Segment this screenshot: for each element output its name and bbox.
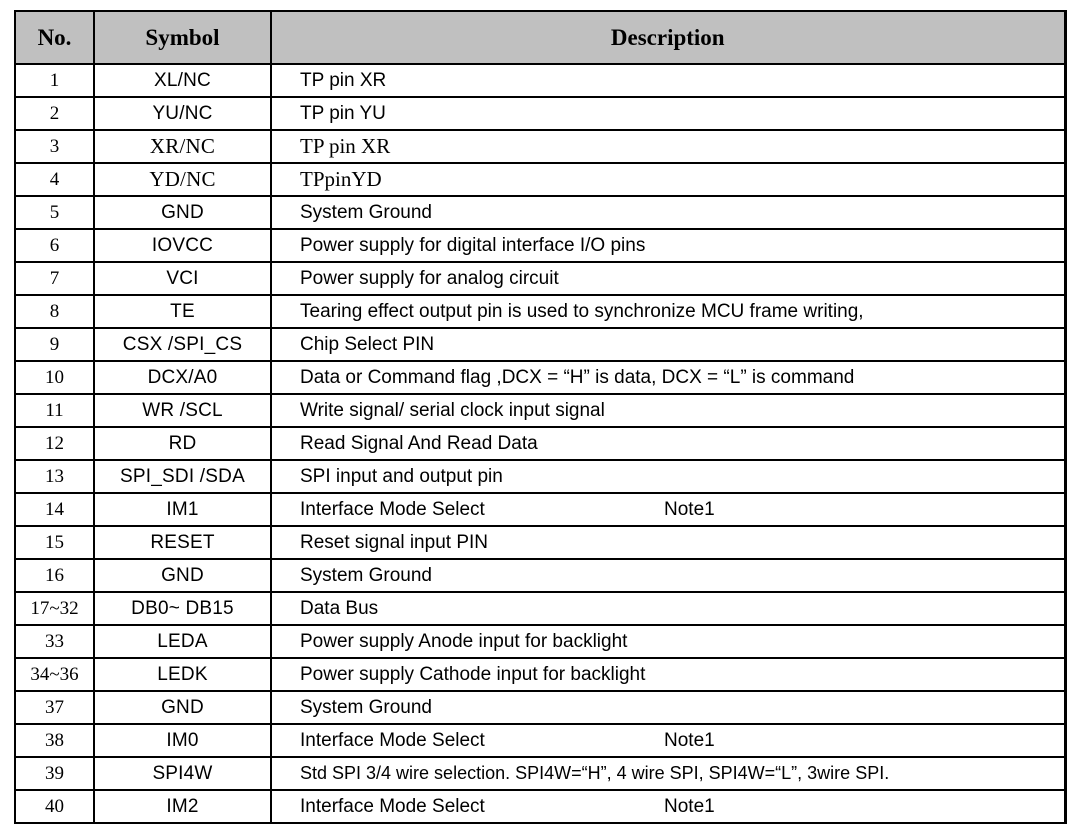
pin-number-cell: 37 — [15, 691, 94, 724]
pin-symbol-cell: LEDK — [94, 658, 271, 691]
pin-symbol-cell: TE — [94, 295, 271, 328]
pin-symbol-cell: IM1 — [94, 493, 271, 526]
description-text: Read Signal And Read Data — [300, 432, 538, 454]
column-header-description: Description — [271, 11, 1065, 64]
table-row — [15, 64, 1065, 97]
pin-description-cell — [271, 130, 1065, 163]
pin-symbol-cell: IM0 — [94, 724, 271, 757]
description-text: Reset signal input PIN — [300, 531, 488, 553]
pin-description-cell — [271, 460, 1065, 493]
table-row — [15, 163, 1065, 196]
pin-number-cell: 2 — [15, 97, 94, 130]
pin-symbol-cell: RESET — [94, 526, 271, 559]
description-text: Data or Command flag ,DCX = “H” is data, DCX = “L” is command — [300, 366, 855, 388]
table-row — [15, 295, 1065, 328]
pin-number-cell: 17~32 — [15, 592, 94, 625]
description-text: Write signal/ serial clock input signal — [300, 399, 605, 421]
pin-number-cell: 10 — [15, 361, 94, 394]
pin-symbol-cell: SPI4W — [94, 757, 271, 790]
pin-number-cell: 5 — [15, 196, 94, 229]
table-row — [15, 559, 1065, 592]
table-row — [15, 625, 1065, 658]
pin-symbol-cell: XL/NC — [94, 64, 271, 97]
pin-description-cell — [271, 394, 1065, 427]
pin-symbol-cell: GND — [94, 559, 271, 592]
description-text: Interface Mode Select — [300, 729, 485, 751]
pin-description-cell — [271, 526, 1065, 559]
table-row — [15, 262, 1065, 295]
pin-description-cell — [271, 493, 1065, 526]
description-text: TP pin XR — [300, 69, 387, 91]
pin-number-cell: 34~36 — [15, 658, 94, 691]
pin-symbol-cell: GND — [94, 691, 271, 724]
pin-symbol-cell: DCX/A0 — [94, 361, 271, 394]
pin-number-cell: 13 — [15, 460, 94, 493]
table-row — [15, 592, 1065, 625]
description-text: Power supply Anode input for backlight — [300, 630, 628, 652]
pin-description-cell — [271, 97, 1065, 130]
table-row — [15, 361, 1065, 394]
pin-symbol-cell: YU/NC — [94, 97, 271, 130]
pin-number-cell: 16 — [15, 559, 94, 592]
description-text: Std SPI 3/4 wire selection. SPI4W=“H”, 4 wire SPI, SPI4W=“L”, 3wire SPI. — [300, 763, 890, 783]
pin-symbol-cell: IOVCC — [94, 229, 271, 262]
pin-number-cell: 9 — [15, 328, 94, 361]
table-row — [15, 460, 1065, 493]
description-text: System Ground — [300, 201, 432, 223]
pin-number-cell: 38 — [15, 724, 94, 757]
pin-description-cell — [271, 196, 1065, 229]
pin-description-cell — [271, 229, 1065, 262]
note-reference-label: Note1 — [664, 729, 715, 751]
pin-number-cell: 8 — [15, 295, 94, 328]
pin-number-cell: 6 — [15, 229, 94, 262]
header-row — [15, 11, 1065, 64]
pin-symbol-cell: DB0~ DB15 — [94, 592, 271, 625]
table-row — [15, 691, 1065, 724]
pin-description-table — [14, 10, 1067, 824]
description-text: System Ground — [300, 696, 432, 718]
table-row — [15, 427, 1065, 460]
table-row — [15, 724, 1065, 757]
pin-description-cell — [271, 262, 1065, 295]
pin-description-cell — [271, 625, 1065, 658]
pin-description-cell — [271, 559, 1065, 592]
pin-number-cell: 3 — [15, 130, 94, 163]
table-row — [15, 394, 1065, 427]
pin-number-cell: 15 — [15, 526, 94, 559]
pin-number-cell: 11 — [15, 394, 94, 427]
pin-number-cell: 39 — [15, 757, 94, 790]
pin-symbol-cell: SPI_SDI /SDA — [94, 460, 271, 493]
pin-number-cell: 12 — [15, 427, 94, 460]
pin-symbol-cell: VCI — [94, 262, 271, 295]
pin-description-cell — [271, 658, 1065, 691]
description-text: TP pin YU — [300, 102, 386, 124]
description-text: Power supply for digital interface I/O pins — [300, 234, 646, 256]
pin-symbol-cell: CSX /SPI_CS — [94, 328, 271, 361]
description-text: Power supply for analog circuit — [300, 267, 559, 289]
description-text: Interface Mode Select — [300, 498, 485, 520]
description-text: Interface Mode Select — [300, 795, 485, 817]
table-row — [15, 229, 1065, 262]
pin-number-cell: 33 — [15, 625, 94, 658]
table-row — [15, 493, 1065, 526]
pin-description-cell — [271, 163, 1065, 196]
pin-description-cell — [271, 790, 1065, 824]
description-text: Chip Select PIN — [300, 333, 435, 355]
table-row — [15, 526, 1065, 559]
pin-description-cell — [271, 757, 1065, 790]
pin-number-cell: 14 — [15, 493, 94, 526]
pin-number-cell: 4 — [15, 163, 94, 196]
pin-symbol-cell: GND — [94, 196, 271, 229]
column-header-symbol: Symbol — [94, 11, 271, 64]
pin-symbol-cell: IM2 — [94, 790, 271, 824]
pin-description-cell — [271, 691, 1065, 724]
description-text: TPpinYD — [300, 167, 382, 191]
column-header-no: No. — [15, 11, 94, 64]
description-text: Data Bus — [300, 597, 379, 619]
pin-description-cell — [271, 64, 1065, 97]
description-text: Tearing effect output pin is used to synchronize MCU frame writing, — [300, 300, 864, 322]
description-text: SPI input and output pin — [300, 465, 503, 487]
table-row — [15, 97, 1065, 130]
pin-description-cell — [271, 427, 1065, 460]
pin-description-cell — [271, 361, 1065, 394]
pin-symbol-cell: WR /SCL — [94, 394, 271, 427]
pin-description-cell — [271, 592, 1065, 625]
table-row — [15, 658, 1065, 691]
pin-number-cell: 1 — [15, 64, 94, 97]
description-text: TP pin XR — [300, 134, 391, 158]
pin-symbol-cell: LEDA — [94, 625, 271, 658]
table-row — [15, 196, 1065, 229]
note-reference-label: Note1 — [664, 795, 715, 817]
pin-description-cell — [271, 295, 1065, 328]
table-row — [15, 328, 1065, 361]
pin-description-cell — [271, 724, 1065, 757]
table-row — [15, 790, 1065, 824]
pin-symbol-cell: RD — [94, 427, 271, 460]
pin-description-cell — [271, 328, 1065, 361]
pin-number-cell: 7 — [15, 262, 94, 295]
description-text: Power supply Cathode input for backlight — [300, 663, 646, 685]
table-row — [15, 757, 1065, 790]
pin-symbol-cell: XR/NC — [94, 130, 271, 163]
description-text: System Ground — [300, 564, 432, 586]
note-reference-label: Note1 — [664, 498, 715, 520]
pin-table-body — [15, 64, 1065, 824]
table-row — [15, 130, 1065, 163]
pin-number-cell: 40 — [15, 790, 94, 824]
pin-symbol-cell: YD/NC — [94, 163, 271, 196]
